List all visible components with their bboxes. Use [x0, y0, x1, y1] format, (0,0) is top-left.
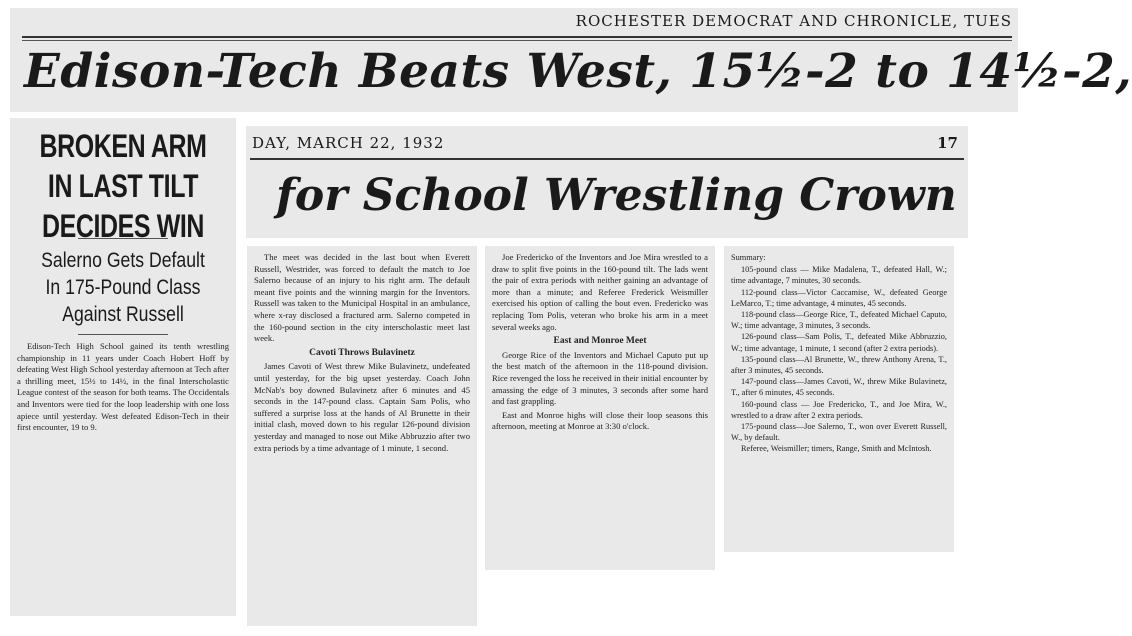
article-column-3 [485, 246, 715, 570]
subhead-cavoti: Cavoti Throws Bulavinetz [309, 347, 415, 358]
left-column-clipping [10, 118, 236, 616]
masthead-rule-thin [22, 40, 1012, 41]
subhead-east-monroe: East and Monroe Meet [553, 336, 647, 347]
paragraph: James Cavoti of West threw Mike Bulavinetz, undefeated until yesterday, for the big upset yesterday. Coach John McNab's boy downed Bulavinetz after 6 minutes and 45 seconds in the 147-pound class. Captain Sam Polis, who suffered a surprise loss at the hands of Al Brunette in their initial clash, moved down to his regular 126-pound division yesterday and managed to nose out Mike Abbruzzio after two extra periods by a time advantage of 1 minute, 1 second. [254, 361, 470, 453]
paragraph: East and Monroe highs will close their loop seasons this afternoon, meeting at Monroe at 3:30 o'clock. [492, 409, 708, 432]
second-headline-clipping [246, 126, 968, 238]
deck-line: Salerno Gets Default [41, 249, 205, 272]
paragraph: George Rice of the Inventors and Michael Caputo put up the best match of the afternoon in the 118-pound division. Rice revenged the loss he received in their initial encounter by amassing the edge of 3 minutes, 3 seconds after some hard and fast grappling. [492, 349, 708, 407]
summary-entry: 112-pound class—Victor Caccamise, W., defeated George LeMarco, T.; time advantage, 4 minutes, 45 seconds. [731, 287, 947, 308]
summary-entry: 160-pound class — Joe Fredericko, T., and Joe Mira, W., wrestled to a draw after 2 extra periods. [731, 399, 947, 420]
headline-line2: for School Wrestling Crown [276, 170, 957, 221]
deck-line: In 175-Pound Class [45, 276, 201, 299]
summary-title: Summary: [731, 253, 766, 262]
deck-line: Against Russell [62, 303, 184, 326]
page-number: 17 [937, 134, 958, 152]
deck-line: IN LAST TILT [47, 168, 199, 204]
summary-entry: 175-pound class—Joe Salerno, T., won over Everett Russell, W., by default. [731, 422, 947, 443]
deck-line: BROKEN ARM [39, 128, 207, 164]
summary-entry: Referee, Weismiller; timers, Range, Smith and McIntosh. [741, 444, 932, 454]
paragraph: The meet was decided in the last bout when Everett Russell, Westrider, was forced to default the match to Joe Salerno because of an injury to his right arm. The default meant five points and the winning margin for the Inventors. Russell was taken to the Municipal Hospital in an ambulance, where x-ray disclosed a fractured arm. Salerno competed in the 160-pound section in the city interscholastic meet last week. [254, 252, 470, 344]
sidehead-deck-secondary [28, 247, 218, 328]
masthead-paper-name: ROCHESTER DEMOCRAT AND CHRONICLE, TUES [575, 12, 1012, 30]
summary-column [724, 246, 954, 552]
masthead-date: DAY, MARCH 22, 1932 [252, 134, 445, 152]
deck-line: DECIDES WIN [41, 208, 205, 244]
summary-entry: 118-pound class—George Rice, T., defeated Michael Caputo, W.; time advantage, 3 minutes, 3 seconds. [731, 310, 947, 331]
date-rule [250, 158, 964, 160]
headline-line1: Edison-Tech Beats West, 15½-2 to 14½-2, [24, 44, 1132, 99]
summary-entry: 126-pound class—Sam Polis, T., defeated Mike Abbruzzio, W.; time advantage, 1 minute, 1 second (after 2 extra periods). [731, 332, 947, 353]
summary-entry: 135-pound class—Al Brunette, W., threw Anthony Arena, T., after 3 minutes, 45 seconds. [731, 354, 947, 376]
top-headline-clipping [10, 8, 1132, 112]
sidehead-deck-main [35, 126, 211, 246]
deck-divider [78, 334, 168, 335]
summary-entry: 147-pound class—James Cavoti, W., threw Mike Bulavinetz, T., after 6 minutes, 45 seconds. [731, 377, 947, 398]
summary-entry: 105-pound class — Mike Madalena, T., defeated Hall, W.; time advantage, 7 minutes, 30 seconds. [731, 265, 947, 286]
lead-paragraph: Edison-Tech High School gained its tenth wrestling championship in 11 years under Coach Hobert Hoff by defeating West High School yesterday afternoon at Tech after a thrilling meet, 15½ to 14½, in the final Interscholastic League contest of the season for both teams. The Occidentals and Inventors were tied for the loop leadership with one loss apiece until yesterday. West defeated Edison-Tech in their first encounter, 19 to 9. [17, 341, 229, 433]
masthead-rule [22, 36, 1012, 38]
article-column-2 [247, 246, 477, 626]
paragraph: Joe Fredericko of the Inventors and Joe Mira wrestled to a draw to split five points in the 160-pound tilt. The lads went the pair of extra periods with neither gaining an advantage of more than a minute; and Referee Frederick Weismiller exercised his option of calling the bout even. Fredericko was replacing Tom Polis, veteran who broke his arm in a meet several weeks ago. [492, 252, 708, 332]
